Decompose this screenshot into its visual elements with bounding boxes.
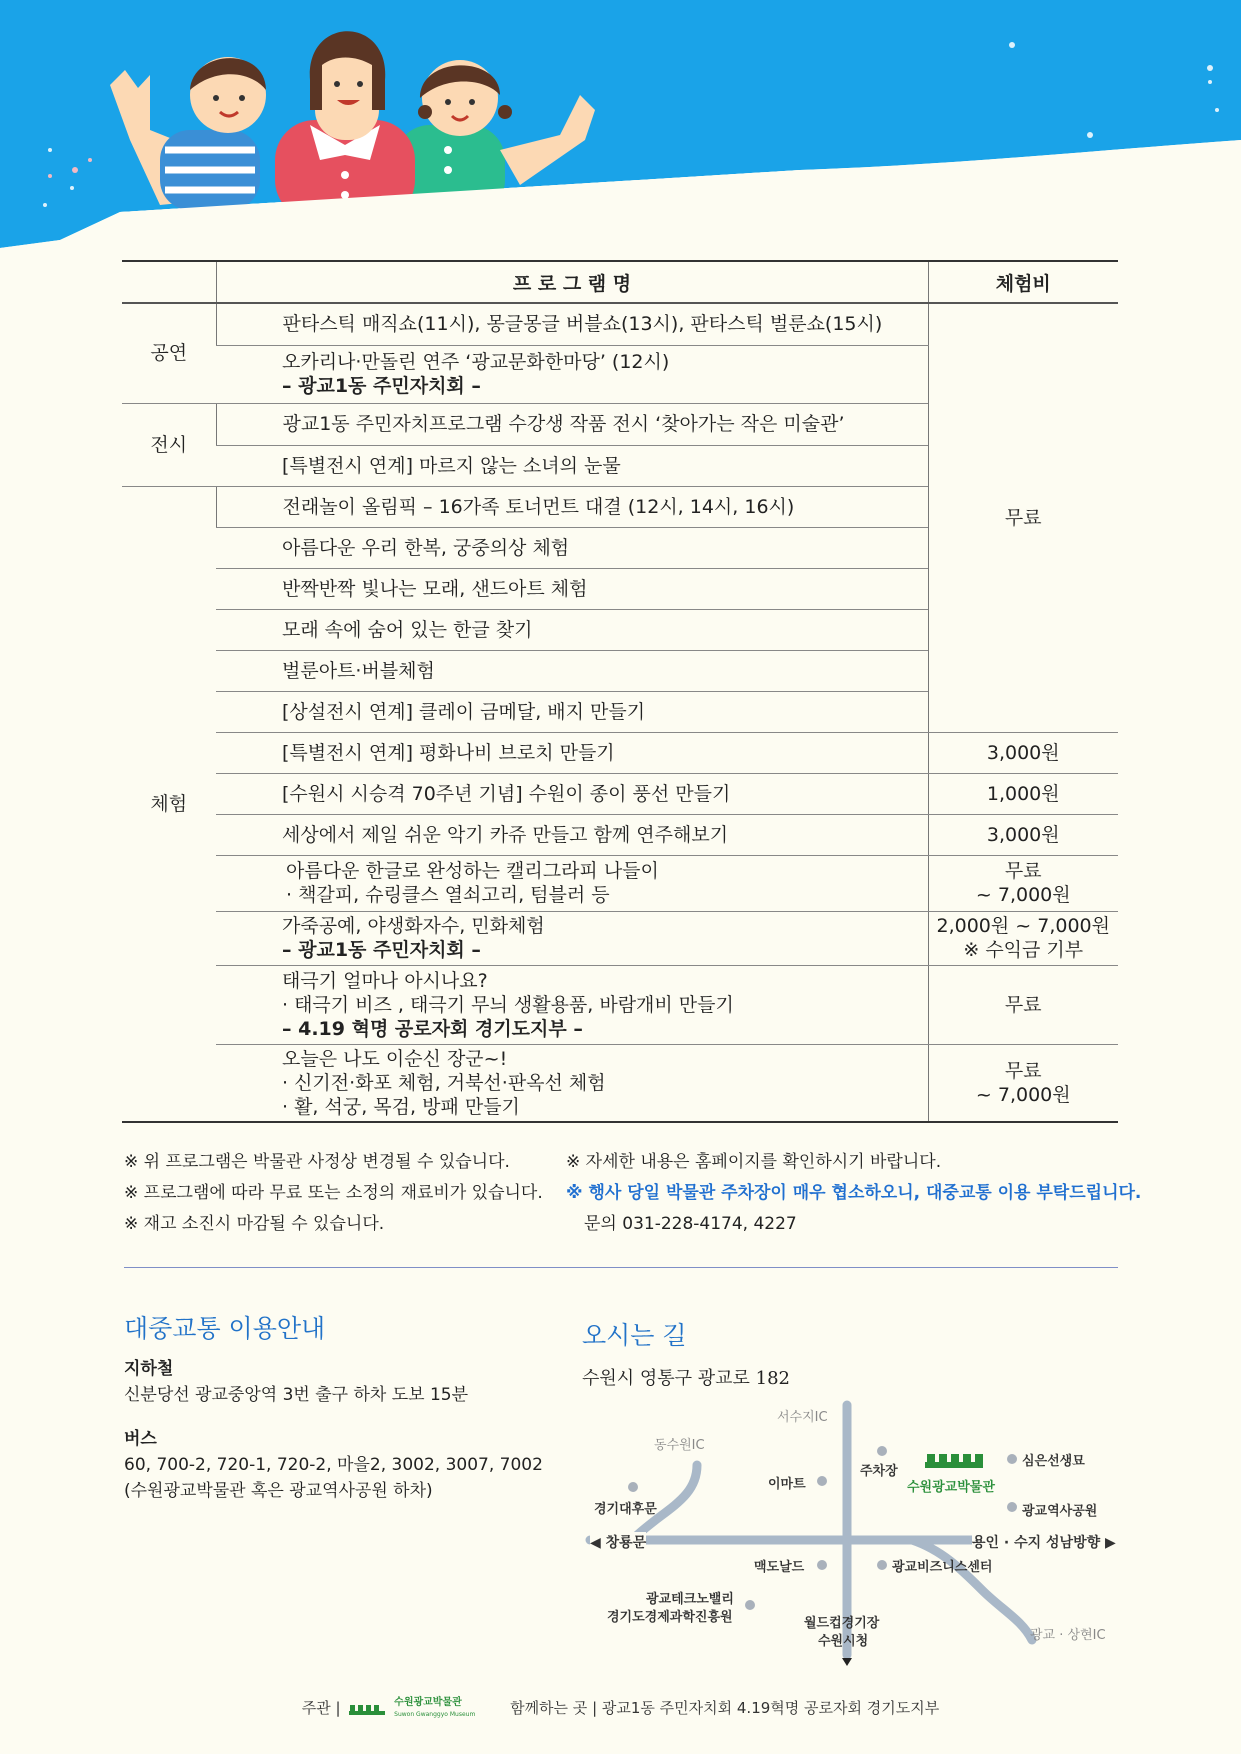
label-seosu-ic: 서수지IC xyxy=(777,1410,828,1425)
note-item: ※ 재고 소진시 마감될 수 있습니다. xyxy=(124,1214,385,1234)
museum-logo-icon xyxy=(925,1450,983,1470)
label-worldcup: 월드컵경기장 xyxy=(804,1616,880,1631)
label-gyeonggi-rear: 경기대후문 xyxy=(594,1502,657,1517)
map-dot xyxy=(745,1600,755,1610)
table-row xyxy=(122,773,1118,814)
address: 수원시 영통구 광교로 182 xyxy=(582,1368,791,1389)
fee-cell: 3,000원 xyxy=(928,732,1118,773)
map-dot xyxy=(817,1560,827,1570)
program-cell: 반짝반짝 빛나는 모래, 샌드아트 체험 xyxy=(216,568,928,609)
subway-title: 지하철 xyxy=(124,1359,174,1379)
label-history-park: 광교역사공원 xyxy=(1022,1504,1098,1519)
label-parking: 주차장 xyxy=(860,1464,898,1479)
note-item: ※ 자세한 내용은 홈페이지를 확인하시기 바랍니다. xyxy=(566,1152,942,1172)
program-cell: 가죽공예, 야생화자수, 민화체험 – 광교1동 주민자치회 – xyxy=(216,911,928,965)
program-cell: 아름다운 한글로 완성하는 캘리그라피 나들이 · 책갈피, 슈링클스 열쇠고리, 텀블러 등 xyxy=(216,855,928,911)
category-performance: 공연 xyxy=(122,303,216,403)
directions-title: 오시는 길 xyxy=(582,1321,687,1350)
program-cell: 전래놀이 올림픽 – 16가족 토너먼트 대결 (12시, 14시, 16시) xyxy=(216,486,928,527)
map-dot xyxy=(628,1482,638,1492)
fee-cell: 3,000원 xyxy=(928,814,1118,855)
program-cell: [수원시 시승격 70주년 기념] 수원이 종이 풍선 만들기 xyxy=(216,773,928,814)
program-cell: 오늘은 나도 이순신 장군~! · 신기전·화포 체험, 거북선·판옥선 체험 · 활, 석궁, 목검, 방패 만들기 xyxy=(216,1044,928,1122)
program-table xyxy=(122,260,1118,1123)
fee-cell: 1,000원 xyxy=(928,773,1118,814)
map-dot xyxy=(877,1446,887,1456)
fee-cell: 무료 ~ 7,000원 xyxy=(928,855,1118,911)
header-banner xyxy=(0,0,1241,260)
table-header-row xyxy=(122,261,1118,303)
program-cell: 벌룬아트·버블체험 xyxy=(216,650,928,691)
partners: 함께하는 곳 | 광교1동 주민자치회 4.19혁명 공로자회 경기도지부 xyxy=(510,1699,940,1717)
map-dot xyxy=(1007,1502,1017,1512)
map-dot xyxy=(877,1560,887,1570)
fee-free-cell: 무료 xyxy=(928,303,1118,732)
label-business-center: 광교비즈니스센터 xyxy=(892,1560,993,1575)
table-row xyxy=(122,965,1118,1044)
map-dot xyxy=(817,1476,827,1486)
table-row xyxy=(122,732,1118,773)
table-row xyxy=(122,303,1118,345)
host-label: 주관 | xyxy=(301,1699,341,1717)
note-highlight: ※ 행사 당일 박물관 주차장이 매우 협소하오니, 대중교통 이용 부탁드립니다. xyxy=(566,1183,1142,1203)
note-item: ※ 프로그램에 따라 무료 또는 소정의 재료비가 있습니다. xyxy=(124,1183,543,1203)
program-cell: 세상에서 제일 쉬운 악기 카쥬 만들고 함께 연주해보기 xyxy=(216,814,928,855)
bus-note: (수원광교박물관 혹은 광교역사공원 하차) xyxy=(124,1481,433,1501)
program-cell: 아름다운 우리 한복, 궁중의상 체험 xyxy=(216,527,928,568)
label-gyeonggi-science: 경기도경제과학진흥원 xyxy=(607,1610,733,1625)
label-techno-valley: 광교테크노밸리 xyxy=(646,1592,734,1607)
header-fee: 체험비 xyxy=(928,261,1118,303)
label-dongsuwon-ic: 동수원IC xyxy=(654,1438,705,1453)
host-logo-text: 수원광교박물관 Suwon Gwanggyo Museum xyxy=(394,1697,476,1718)
label-emart: 이마트 xyxy=(768,1477,806,1492)
label-gwanggyo-ic: 광교 · 상현IC xyxy=(1030,1628,1106,1643)
map-dot xyxy=(1007,1454,1017,1464)
category-experience: 체험 xyxy=(122,486,216,1122)
footer xyxy=(0,1697,1241,1720)
subway-text: 신분당선 광교중앙역 3번 출구 하차 도보 15분 xyxy=(124,1385,469,1405)
table-row xyxy=(122,814,1118,855)
fee-cell: 무료 xyxy=(928,965,1118,1044)
note-item: ※ 위 프로그램은 박물관 사정상 변경될 수 있습니다. xyxy=(124,1152,510,1172)
header-category xyxy=(122,261,216,303)
label-city-hall: 수원시청 xyxy=(818,1634,869,1649)
label-mcdonalds: 맥도날드 xyxy=(754,1560,805,1575)
header-program: 프 로 그 램 명 xyxy=(216,261,928,303)
label-simeunseon: 심은선생묘 xyxy=(1022,1454,1085,1469)
program-cell: 모래 속에 숨어 있는 한글 찾기 xyxy=(216,609,928,650)
notes-left xyxy=(124,1147,543,1240)
program-cell: 판타스틱 매직쇼(11시), 몽글몽글 버블쇼(13시), 판타스틱 벌룬쇼(15시) xyxy=(216,303,928,345)
directions-section xyxy=(582,1316,790,1390)
table-row xyxy=(122,855,1118,911)
contact-info: 문의 031-228-4174, 4227 xyxy=(584,1214,797,1234)
label-museum: 수원광교박물관 xyxy=(907,1480,995,1495)
program-cell: [특별전시 연계] 마르지 않는 소녀의 눈물 xyxy=(216,445,928,486)
transport-section xyxy=(124,1316,543,1504)
program-cell: [특별전시 연계] 평화나비 브로치 만들기 xyxy=(216,732,928,773)
bus-title: 버스 xyxy=(124,1429,157,1449)
fee-cell: 무료 ~ 7,000원 xyxy=(928,1044,1118,1122)
label-changnyong[interactable]: ◀ 창룡문 xyxy=(590,1532,646,1552)
section-divider xyxy=(124,1267,1118,1268)
table-row xyxy=(122,1044,1118,1122)
program-cell: 광교1동 주민자치프로그램 수강생 작품 전시 ‘찾아가는 작은 미술관’ xyxy=(216,403,928,445)
museum-logo-icon xyxy=(349,1702,385,1716)
location-map xyxy=(582,1390,1122,1670)
transport-title: 대중교통 이용안내 xyxy=(124,1314,326,1343)
notes-right xyxy=(566,1147,1141,1240)
category-exhibition: 전시 xyxy=(122,403,216,486)
bus-routes: 60, 700-2, 720-1, 720-2, 마을2, 3002, 3007, 7002 xyxy=(124,1455,543,1475)
table-row xyxy=(122,911,1118,965)
program-cell: 태극기 얼마나 아시나요? · 태극기 비즈 , 태극기 무늬 생활용품, 바람개비 만들기 – 4.19 혁명 공로자회 경기도지부 – xyxy=(216,965,928,1044)
fee-cell: 2,000원 ~ 7,000원 ※ 수익금 기부 xyxy=(928,911,1118,965)
program-cell: [상설전시 연계] 클레이 금메달, 배지 만들기 xyxy=(216,691,928,732)
label-yongin[interactable]: 용인 · 수지 성남방향 ▶ xyxy=(972,1532,1116,1552)
program-cell: 오카리나·만돌린 연주 ‘광교문화한마당’ (12시) – 광교1동 주민자치회 – xyxy=(216,345,928,403)
